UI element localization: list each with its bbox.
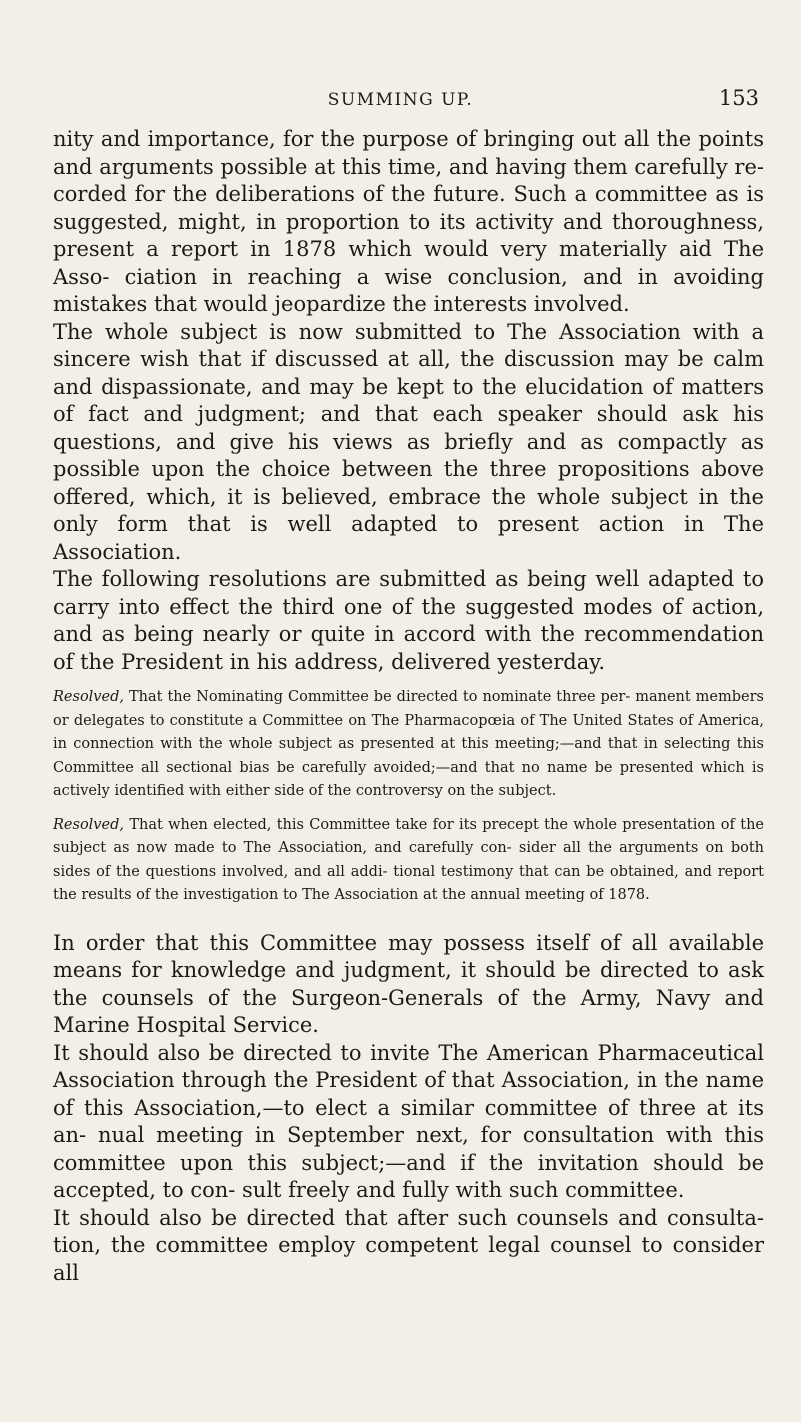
resolved-label: Resolved,: [53, 816, 124, 833]
paragraph-surgeon-generals: In order that this Committee may possess itself of all available means for knowledge and judgment, it should be directed to ask the counsels of the Surgeon-Generals of the Army, Navy and Marine Hospital Service.: [53, 930, 764, 1037]
resolution-text: That when elected, this Committee take for its precept the whole presentation of the subject as now made to The Association, and carefully con- sider all the arguments on both sides of the questions involved, and all addi- tional testimony that can be obtained, and report the results of the investigation to The Association at the annual meeting of 1878.: [53, 816, 764, 903]
paragraph-invite-apha: It should also be directed to invite The American Pharmaceutical Association through the President of that Association, in the name of this Association,—to elect a similar committee of three at its an- nual meeting in September next, for consultation with this committee upon this subject;—and if the invitation should be accepted, to con- sult freely and fully with such committee.: [53, 1040, 764, 1202]
paragraph-legal-counsel: It should also be directed that after such counsels and consulta- tion, the committee employ competent legal counsel to consider all: [53, 1205, 764, 1285]
paragraph-committee-report: nity and importance, for the purpose of bringing out all the points and arguments possible at this time, and having them carefully re- corded for the deliberations of the future. Such a committee as is suggested, might, in proportion to its activity and thoroughness, present a report in 1878 which would very materially aid The Asso- ciation in reaching a wise conclusion, and in avoiding mistakes that would jeopardize the interests involved.: [53, 127, 764, 316]
body-text: [53, 126, 764, 1287]
resolution-nominate-committee: [53, 686, 764, 804]
resolution-text: That the Nominating Committee be directed to nominate three per- manent members or delegates to constitute a Committee on The Pharmacopœia of The United States of America, in connection with the whole subject as presented at this meeting;—and that in selecting this Committee all sectional bias be carefully avoided;—and that no name be presented which is actively identified with either side of the controversy on the subject.: [53, 689, 764, 799]
resolution-committee-precept: [53, 814, 764, 908]
paragraph-resolutions-intro: The following resolutions are submitted as being well adapted to carry into effect the third one of the suggested modes of action, and as being nearly or quite in accord with the recommendation of the President in his address, delivered yesterday.: [53, 567, 764, 674]
paragraph-subject-submitted: The whole subject is now submitted to The Association with a sincere wish that if discussed at all, the discussion may be calm and dispassionate, and may be kept to the elucidation of matters of fact and judgment; and that each speaker should ask his questions, and give his views as briefly and as compactly as possible upon the choice between the three propositions above offered, which, it is believed, embrace the whole subject in the only form that is well adapted to present action in The Association.: [53, 319, 764, 564]
running-head: [0, 86, 801, 116]
page-number: 153: [718, 86, 759, 110]
resolved-label: Resolved,: [53, 689, 124, 705]
running-title: SUMMING UP.: [327, 90, 474, 110]
